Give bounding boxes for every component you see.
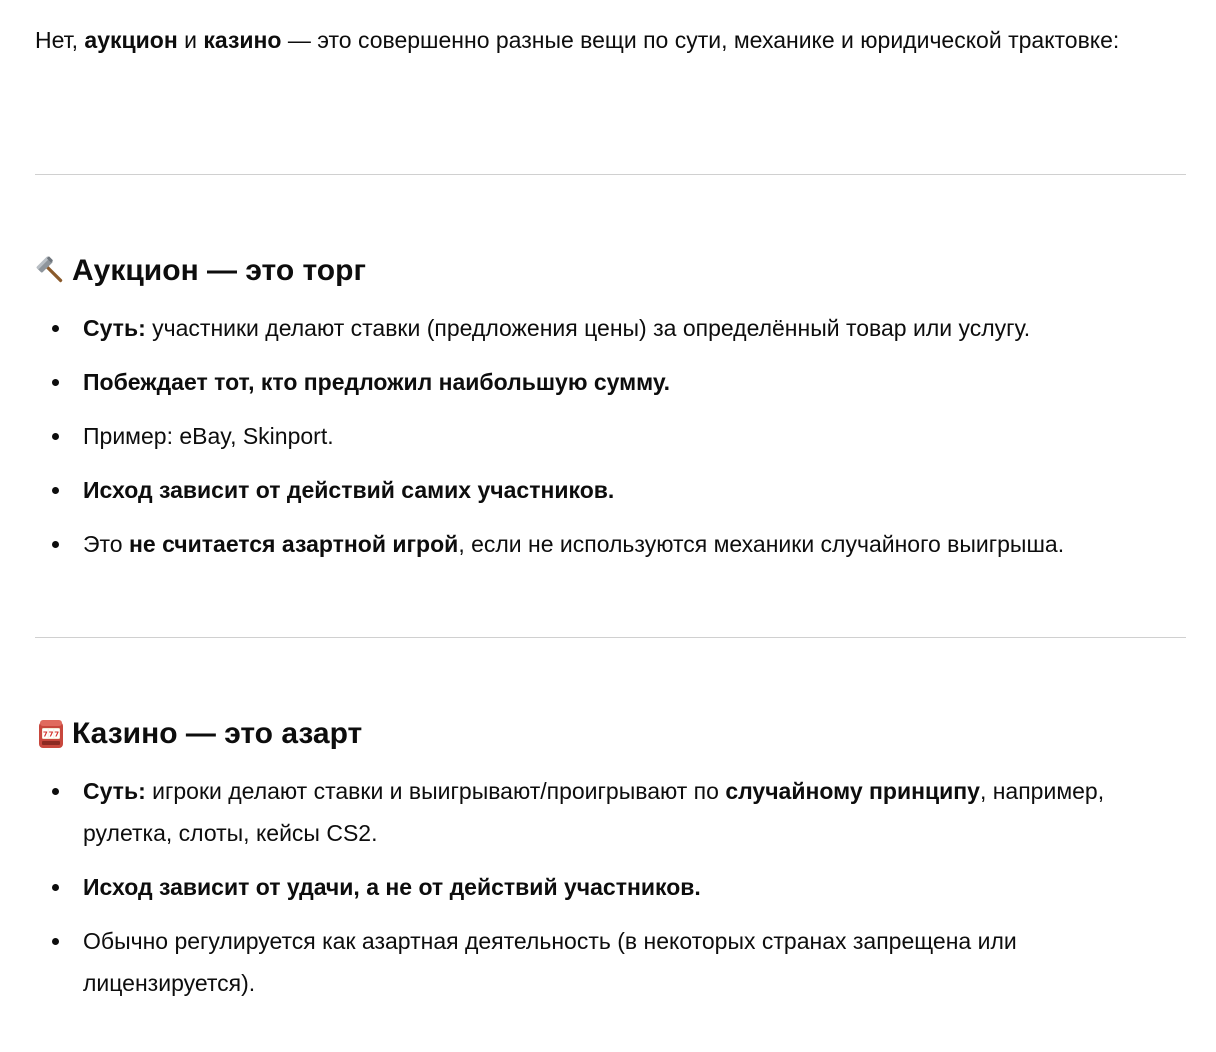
divider: [35, 637, 1186, 638]
intro-paragraph: [35, 19, 1185, 61]
essence-bold: случайному принципу: [725, 778, 980, 804]
section-heading-casino: [35, 714, 362, 754]
list-item: [35, 770, 1186, 854]
intro-bold-auction: аукцион: [84, 27, 178, 53]
intro-text: — это совершенно разные вещи по сути, механике и юридической трактовке:: [281, 27, 1120, 53]
example-text: Пример: eBay, Skinport.: [83, 423, 334, 449]
intro-bold-casino: казино: [203, 27, 282, 53]
section-heading-casino-text: Казино — это азарт: [72, 717, 363, 750]
list-item: [35, 361, 1186, 403]
section-heading-auction: [35, 251, 366, 291]
section-heading-auction-text: Аукцион — это торг: [72, 254, 366, 287]
casino-list: [35, 770, 1186, 1016]
list-item: [35, 307, 1186, 349]
essence-text: игроки делают ставки и выигрывают/проигрывают по: [145, 778, 726, 804]
legal-text: Это: [83, 531, 129, 557]
list-item: [35, 866, 1186, 908]
intro-text: и: [177, 27, 204, 53]
hammer-icon: [35, 255, 67, 287]
svg-text:7: 7: [42, 730, 48, 739]
list-item: [35, 415, 1186, 457]
divider: [35, 174, 1186, 175]
essence-label: Суть:: [83, 315, 146, 341]
essence-text: , например, рулетка, слоты, кейсы CS2.: [83, 778, 1105, 846]
slot-machine-icon: [35, 718, 67, 750]
outcome-text: Исход зависит от удачи, а не от действий участников.: [83, 874, 701, 900]
list-item: [35, 469, 1186, 511]
regulation-text: Обычно регулируется как азартная деятельность (в некоторых странах запрещена или лицензируется).: [83, 928, 1017, 996]
list-item: [35, 920, 1186, 1004]
winner-text: Побеждает тот, кто предложил наибольшую сумму.: [83, 369, 671, 395]
intro-text: Нет,: [35, 27, 85, 53]
auction-list: [35, 307, 1186, 577]
outcome-text: Исход зависит от действий самих участников.: [83, 477, 615, 503]
svg-text:7: 7: [48, 730, 54, 739]
legal-text: , если не используются механики случайного выигрыша.: [458, 531, 1065, 557]
essence-text: участники делают ставки (предложения цены) за определённый товар или услугу.: [145, 315, 1031, 341]
list-item: [35, 523, 1186, 565]
legal-bold: не считается азартной игрой: [129, 531, 459, 557]
essence-label: Суть:: [83, 778, 146, 804]
svg-text:7: 7: [54, 730, 60, 739]
